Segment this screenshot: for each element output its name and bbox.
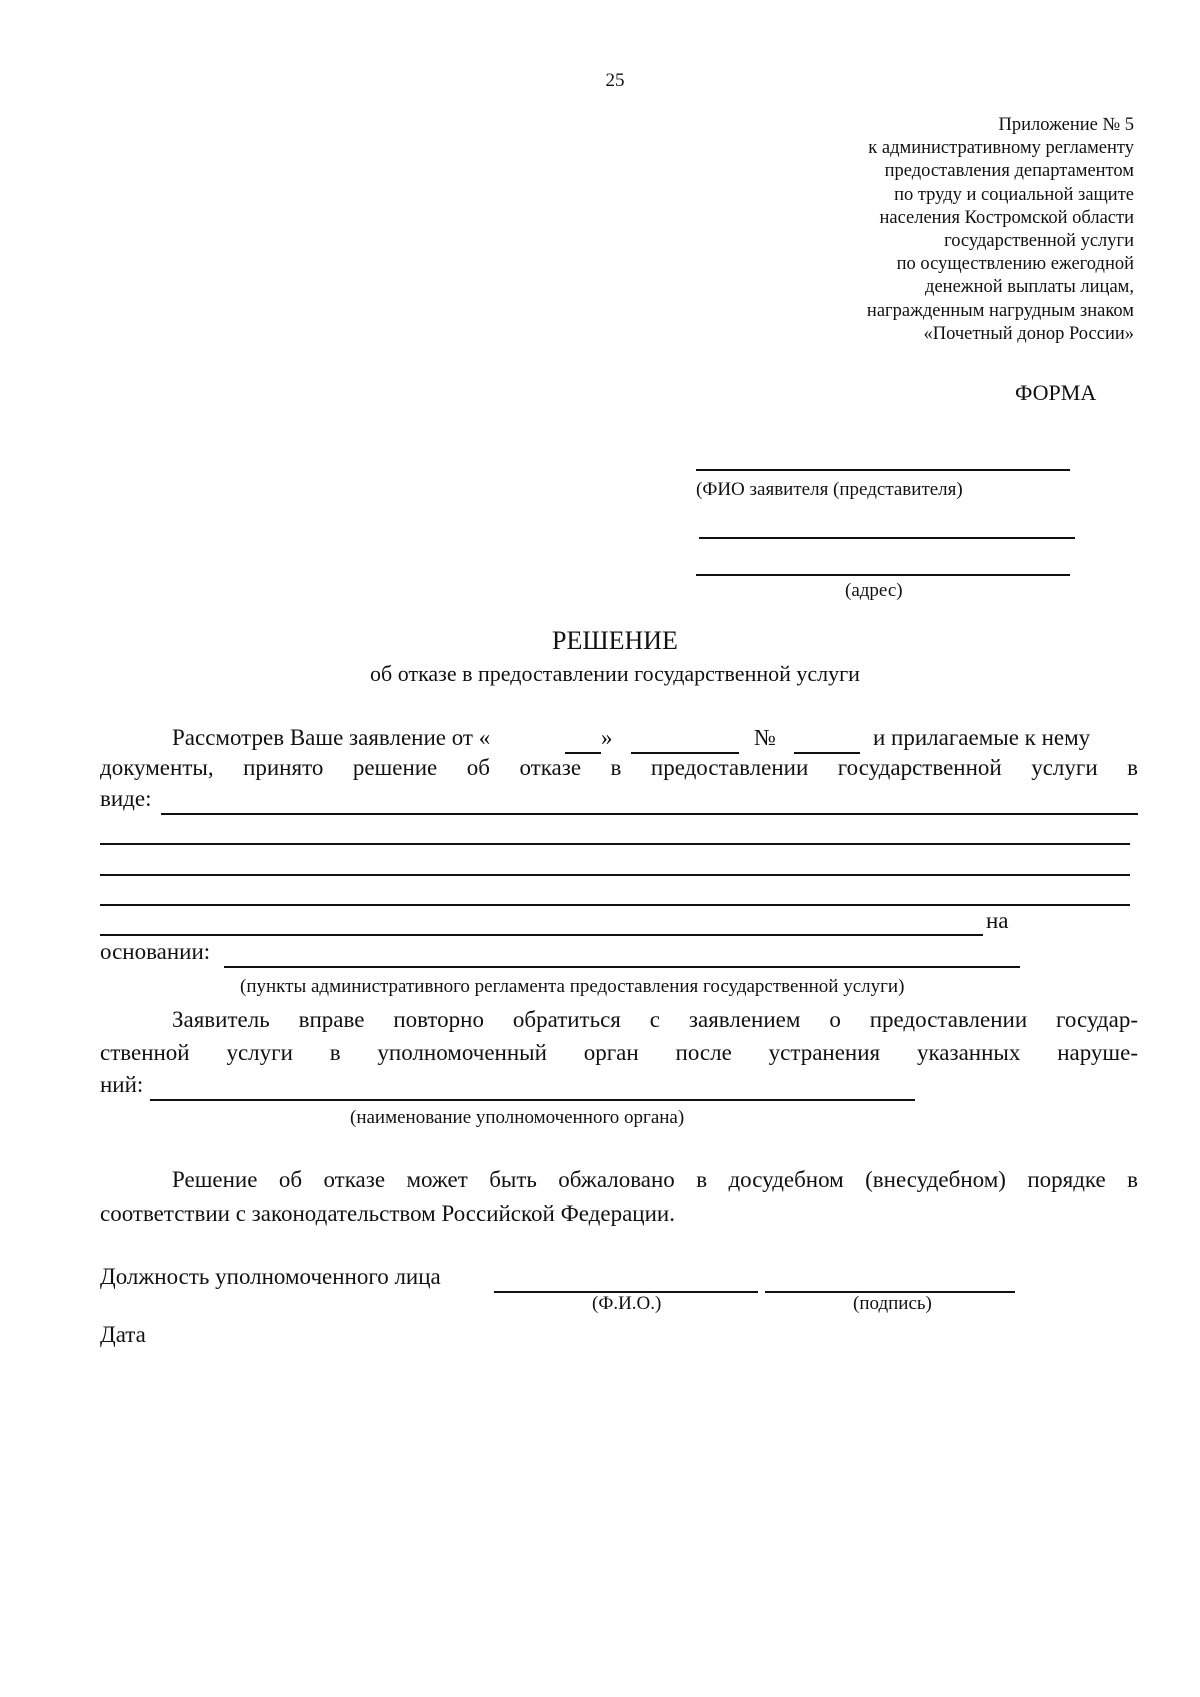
paragraph1-line1-end: и прилагаемые к нему	[873, 725, 1091, 750]
appendix-line: «Почетный донор России»	[923, 323, 1134, 344]
application-number-field[interactable]	[794, 752, 860, 754]
position-label: Должность уполномоченного лица	[100, 1264, 441, 1289]
appendix-block	[867, 114, 1134, 346]
applicant-address-field-2[interactable]	[696, 574, 1070, 576]
decision-type-field-4[interactable]	[100, 904, 1130, 906]
applicant-address-caption: (адрес)	[845, 580, 903, 601]
decision-title: РЕШЕНИЕ	[552, 626, 678, 655]
basis-field[interactable]	[224, 966, 1020, 968]
appendix-line: к административному регламенту	[868, 138, 1134, 159]
appendix-line: Приложение № 5	[998, 115, 1134, 135]
paragraph2-line1: Заявитель вправе повторно обратиться с заявлением о предоставлении государ-	[172, 1007, 1138, 1032]
applicant-name-field[interactable]	[696, 469, 1070, 471]
paragraph2-line2: ственной услуги в уполномоченный орган после устранения указанных наруше-	[100, 1040, 1138, 1065]
paragraph1-line8-start: основании:	[100, 939, 211, 964]
appendix-line: населения Костромской области	[879, 207, 1134, 228]
decision-type-field-5[interactable]	[100, 934, 983, 936]
application-date-field[interactable]	[631, 752, 739, 754]
decision-type-field-3[interactable]	[100, 874, 1130, 876]
decision-type-field-1[interactable]	[161, 813, 1138, 815]
organ-caption: (наименование уполномоченного органа)	[350, 1107, 685, 1128]
appendix-line: по труду и социальной защите	[894, 184, 1134, 205]
application-day-field[interactable]	[565, 752, 601, 754]
signature-caption: (подпись)	[853, 1293, 932, 1314]
decision-subtitle: об отказе в предоставлении государственной услуги	[370, 661, 860, 686]
applicant-address-field-1[interactable]	[699, 537, 1075, 539]
paragraph1-line1-start: Рассмотрев Ваше заявление от «	[172, 725, 491, 750]
paragraph3-line1: Решение об отказе может быть обжаловано в досудебном (внесудебном) порядке в	[172, 1167, 1138, 1192]
form-label: ФОРМА	[1015, 380, 1097, 405]
paragraph1-line7-end: на	[986, 908, 1009, 933]
appendix-line: по осуществлению ежегодной	[896, 254, 1134, 275]
applicant-name-caption: (ФИО заявителя (представителя)	[696, 479, 963, 500]
paragraph1-line3-start: виде:	[100, 786, 152, 811]
date-label: Дата	[100, 1322, 146, 1347]
paragraph1-number-sign: №	[754, 725, 776, 750]
fio-caption: (Ф.И.О.)	[592, 1293, 662, 1314]
appendix-line: государственной услуги	[944, 231, 1134, 252]
appendix-line: предоставления департаментом	[884, 161, 1134, 182]
paragraph3-line2: соответствии с законодательством Российской Федерации.	[100, 1201, 675, 1226]
paragraph1-line2: документы, принято решение об отказе в предоставлении государственной услуги в	[100, 755, 1138, 780]
basis-caption: (пункты административного регламента предоставления государственной услуги)	[240, 976, 905, 997]
paragraph2-line3-start: ний:	[100, 1072, 144, 1097]
appendix-line: награжденным нагрудным знаком	[866, 300, 1134, 321]
authorized-organ-field[interactable]	[150, 1099, 915, 1101]
paragraph1-quote-close: »	[601, 725, 613, 750]
decision-type-field-2[interactable]	[100, 843, 1130, 845]
page-number: 25	[605, 70, 625, 91]
appendix-line: денежной выплаты лицам,	[925, 277, 1134, 298]
